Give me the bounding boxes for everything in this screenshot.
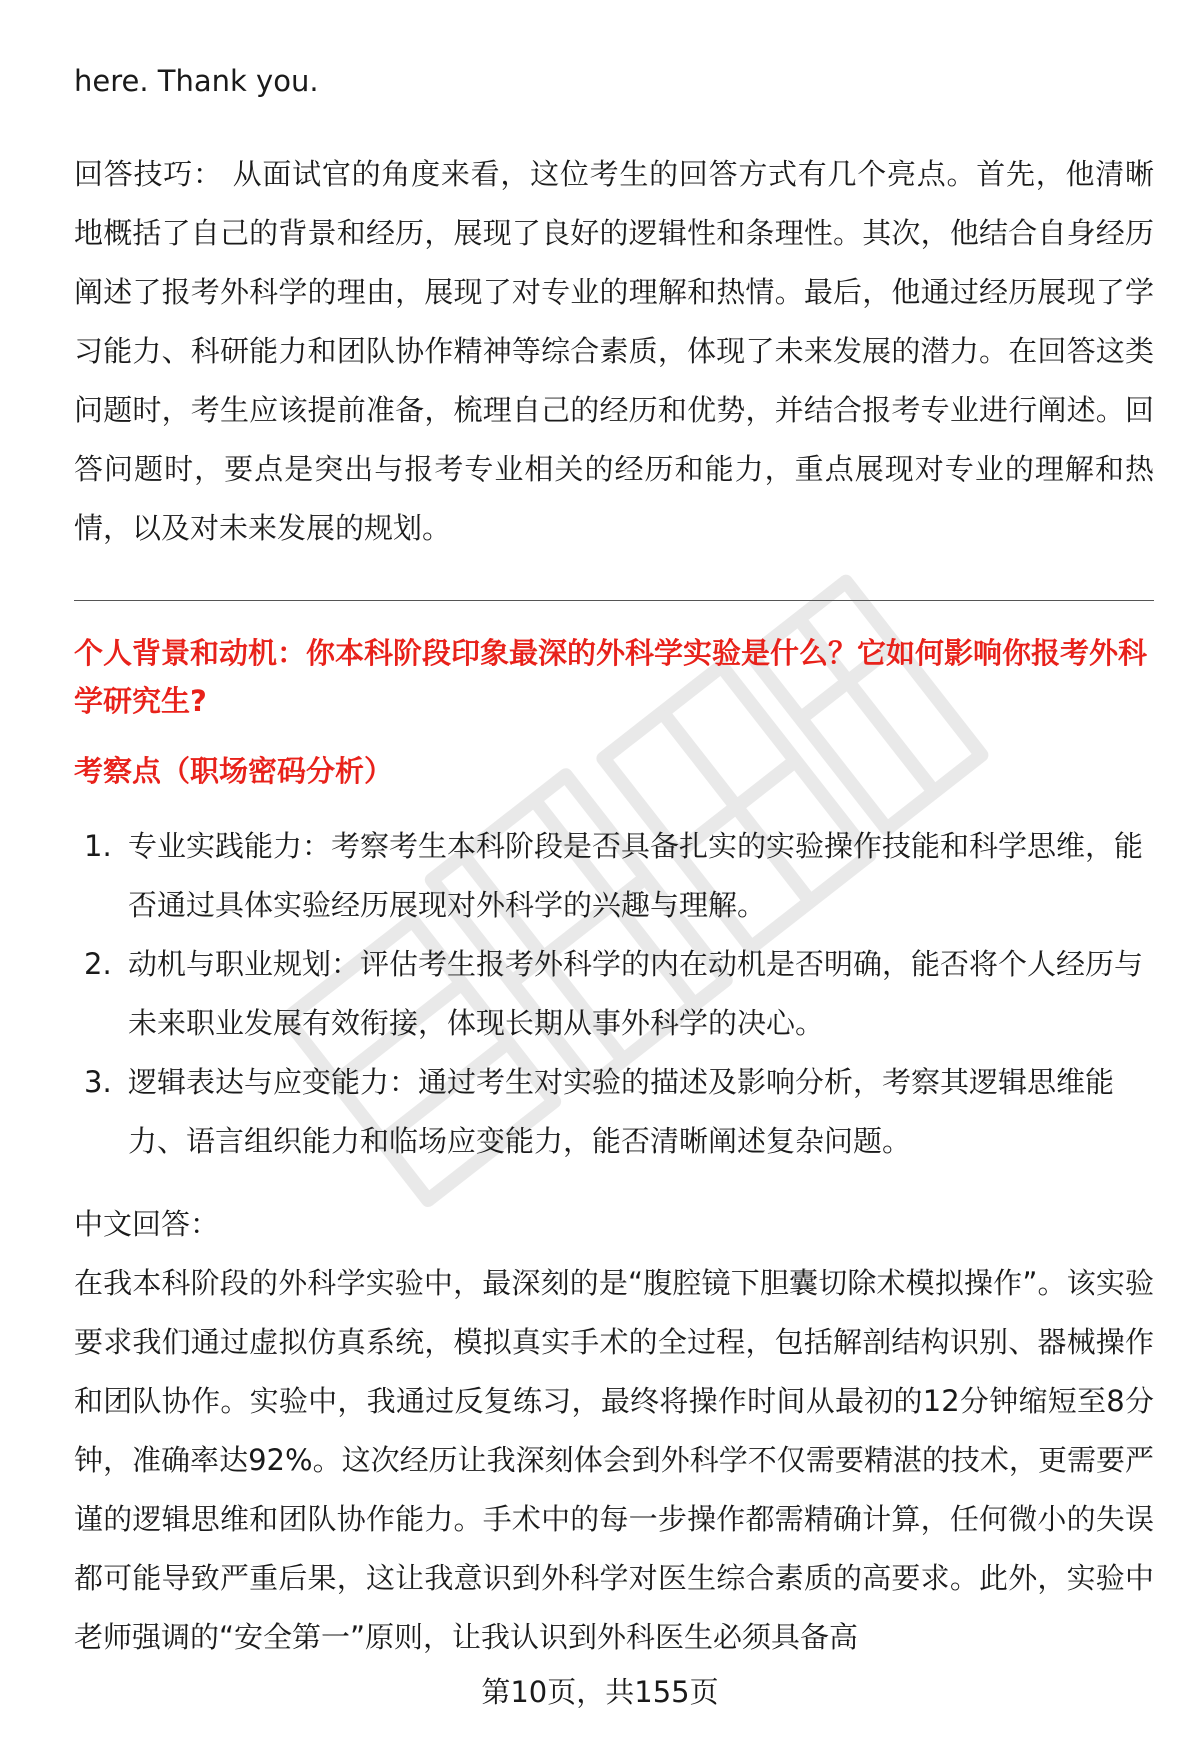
list-item-text: 逻辑表达与应变能力：通过考生对实验的描述及影响分析，考察其逻辑思维能力、语言组织能力和临场应变能力，能否清晰阐述复杂问题。 [128,1065,1115,1158]
assessment-points-list [74,817,1154,1171]
page-content [74,52,1154,1667]
answer-tip-paragraph [74,145,1154,558]
section-divider [74,600,1154,601]
chinese-answer-label: 中文回答： [74,1207,220,1241]
list-item [74,935,1154,1053]
previous-answer-tail: here. Thank you. [74,64,319,98]
page-number-footer: 第10页，共155页 [481,1675,719,1709]
question-heading: 个人背景和动机：你本科阶段印象最深的外科学实验是什么？它如何影响你报考外科学研究生? [74,636,1148,718]
list-item-number: 1. [84,829,112,863]
answer-tip-text: 从面试官的角度来看，这位考生的回答方式有几个亮点。首先，他清晰地概括了自己的背景和经历，展现了良好的逻辑性和条理性。其次，他结合自身经历阐述了报考外科学的理由，展现了对专业的理解和热情。最后，他通过经历展现了学习能力、科研能力和团队协作精神等综合素质，体现了未来发展的潜力。在回答这类问题时，考生应该提前准备，梳理自己的经历和优势，并结合报考专业进行阐述。回答问题时，要点是突出与报考专业相关的经历和能力，重点展现对专业的理解和热情，以及对未来发展的规划。 [74,157,1154,545]
list-item-number: 3. [84,1065,112,1099]
list-item [74,1053,1154,1171]
answer-tip-label: 回答技巧： [74,157,223,191]
list-item [74,817,1154,935]
assessment-heading: 考察点（职场密码分析） [74,754,394,788]
list-item-number: 2. [84,947,112,981]
list-item-text: 专业实践能力：考察考生本科阶段是否具备扎实的实验操作技能和科学思维，能否通过具体实验经历展现对外科学的兴趣与理解。 [128,829,1144,922]
list-item-text: 动机与职业规划：评估考生报考外科学的内在动机是否明确，能否将个人经历与未来职业发展有效衔接，体现长期从事外科学的决心。 [128,947,1144,1040]
chinese-answer-text: 在我本科阶段的外科学实验中，最深刻的是“腹腔镜下胆囊切除术模拟操作”。该实验要求我们通过虚拟仿真系统，模拟真实手术的全过程，包括解剖结构识别、器械操作和团队协作。实验中，我通过反复练习，最终将操作时间从最初的12分钟缩短至8分钟，准确率达92%。这次经历让我深刻体会到外科学不仅需要精湛的技术，更需要严谨的逻辑思维和团队协作能力。手术中的每一步操作都需精确计算，任何微小的失误都可能导致严重后果，这让我意识到外科学对医生综合素质的高要求。此外，实验中老师强调的“安全第一”原则，让我认识到外科医生必须具备高 [74,1266,1154,1654]
